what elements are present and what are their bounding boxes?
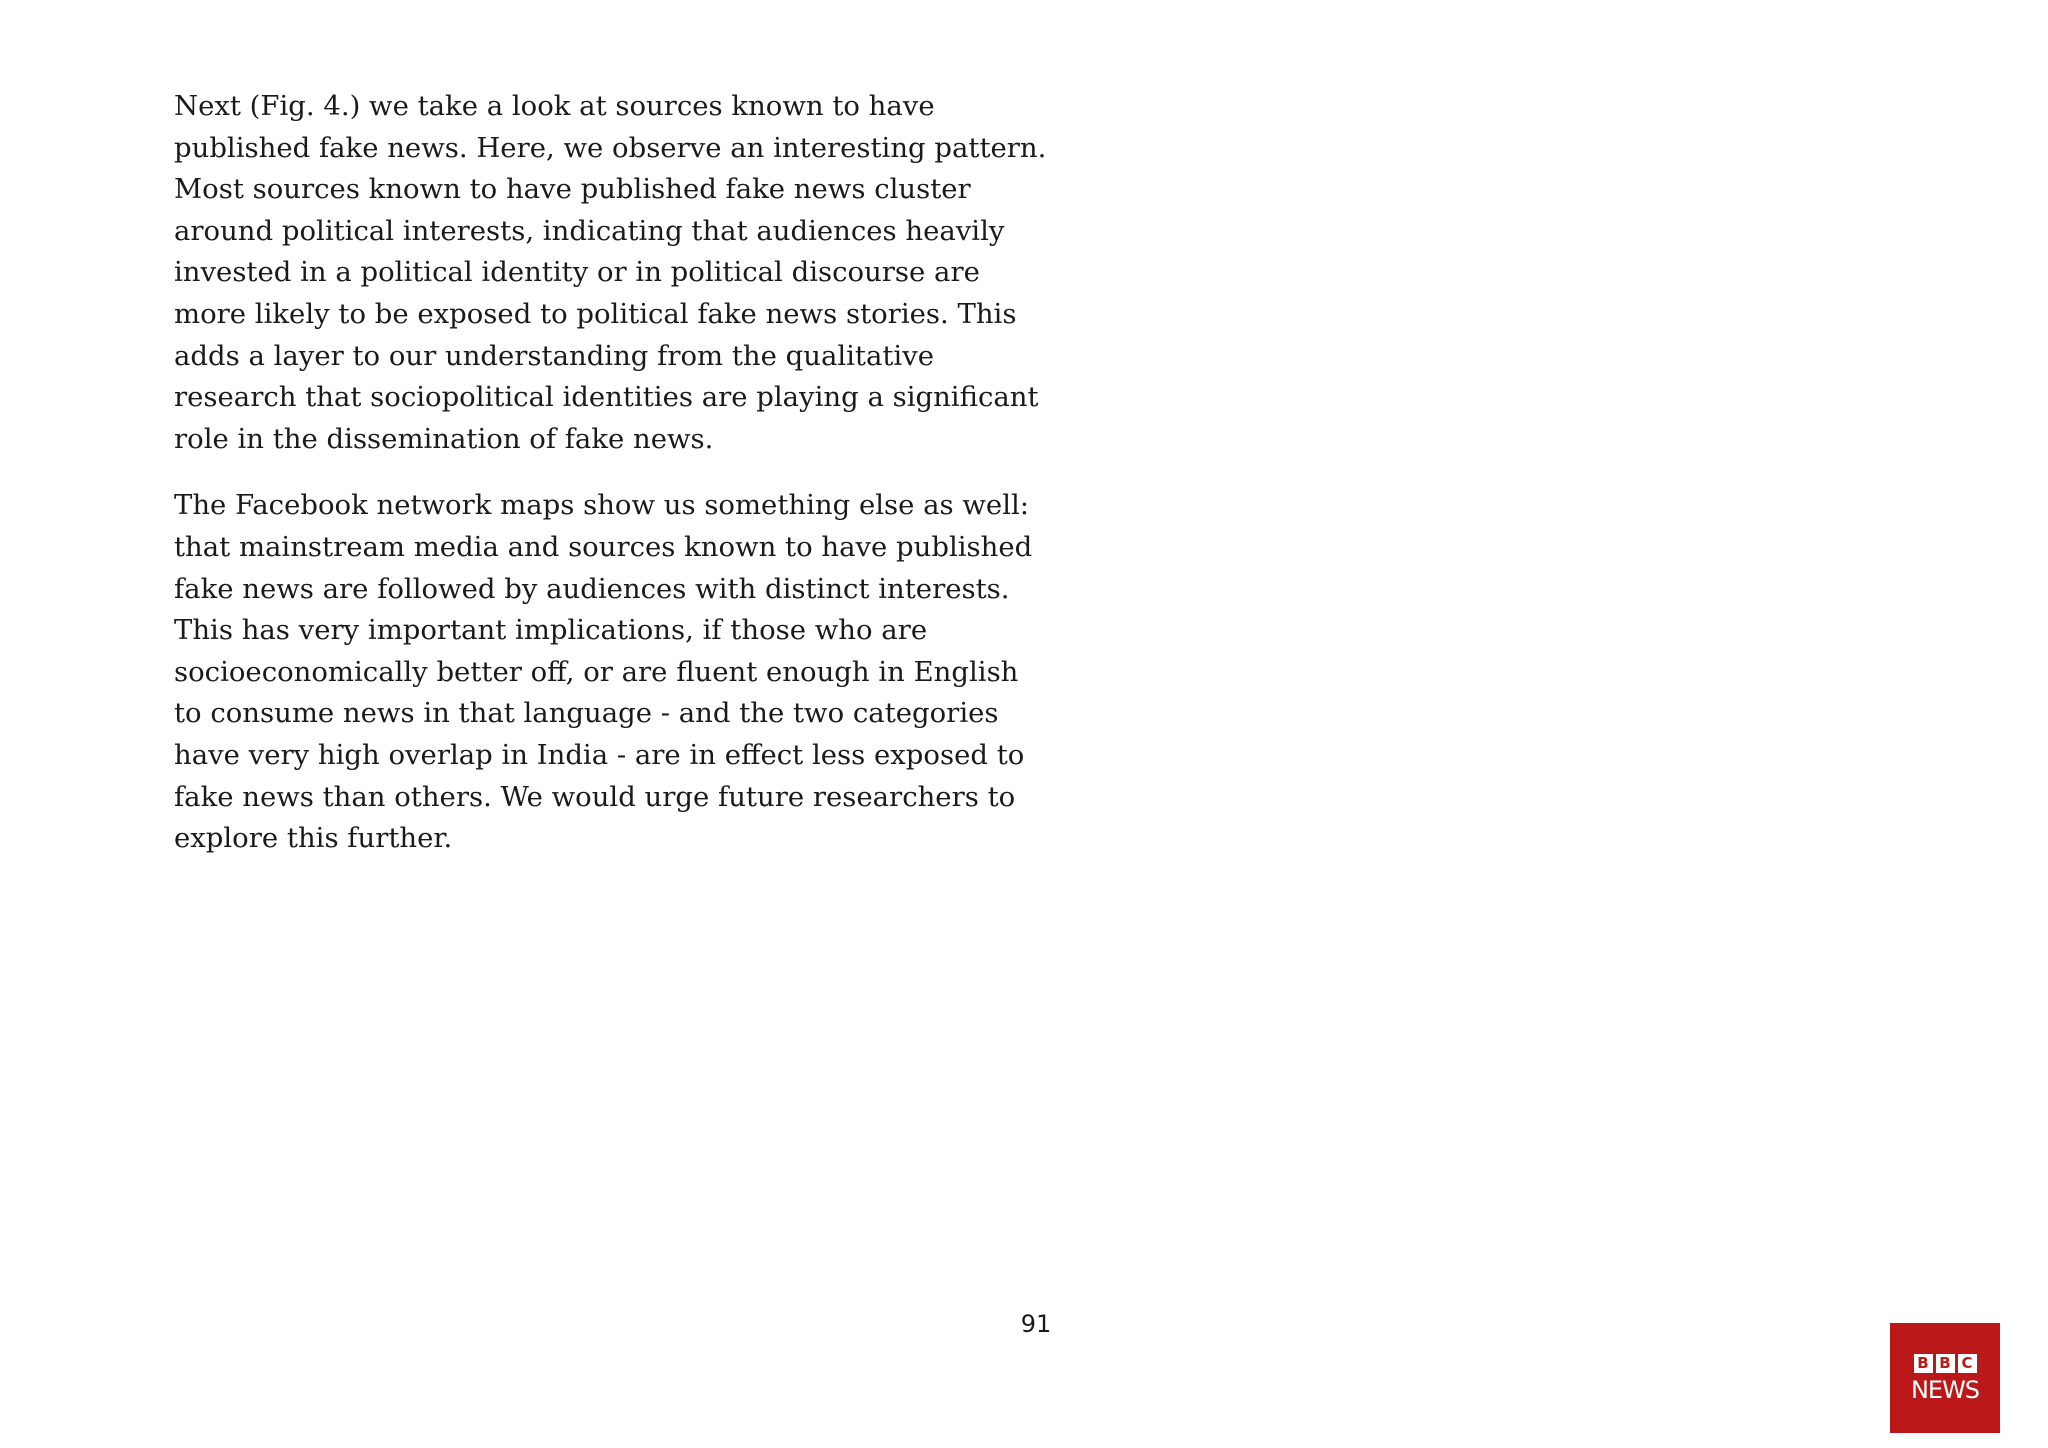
body-text <box>174 86 1047 885</box>
text-line: role in the dissemination of fake news. <box>174 422 714 455</box>
paragraph-1 <box>174 86 1047 460</box>
paragraph-2 <box>174 485 1033 859</box>
text-line: adds a layer to our understanding from the qualitative <box>174 339 935 372</box>
text-line: explore this further. <box>174 822 453 855</box>
text-line: Most sources known to have published fake news cluster <box>174 173 971 206</box>
text-line: Next (Fig. 4.) we take a look at sources known to have <box>174 90 935 122</box>
logo-block-b1: B <box>1914 1354 1933 1373</box>
logo-word: NEWS <box>1910 1375 1980 1404</box>
logo-blocks <box>1914 1354 1977 1373</box>
text-line: that mainstream media and sources known to have published <box>174 530 1033 563</box>
logo-block-b2: B <box>1936 1354 1955 1373</box>
text-line: more likely to be exposed to political fake news stories. This <box>174 297 1017 330</box>
text-line: fake news are followed by audiences with distinct interests. <box>174 572 1010 605</box>
text-line: around political interests, indicating that audiences heavily <box>174 214 1005 247</box>
text-line: to consume news in that language - and the two categories <box>174 697 999 730</box>
logo-block-c: C <box>1958 1354 1977 1373</box>
text-line: research that sociopolitical identities are playing a significant <box>174 381 1039 414</box>
page-number: 91 <box>1020 1310 1052 1338</box>
text-line: This has very important implications, if those who are <box>174 614 928 647</box>
text-line: invested in a political identity or in political discourse are <box>174 256 980 289</box>
text-line: have very high overlap in India - are in effect less exposed to <box>174 738 1025 771</box>
text-line: fake news than others. We would urge future researchers to <box>174 780 1016 813</box>
text-line: socioeconomically better off, or are fluent enough in English <box>174 655 1019 688</box>
text-line: published fake news. Here, we observe an interesting pattern. <box>174 131 1047 164</box>
bbc-news-logo <box>1890 1323 2000 1433</box>
text-line: The Facebook network maps show us something else as well: <box>174 489 1030 522</box>
